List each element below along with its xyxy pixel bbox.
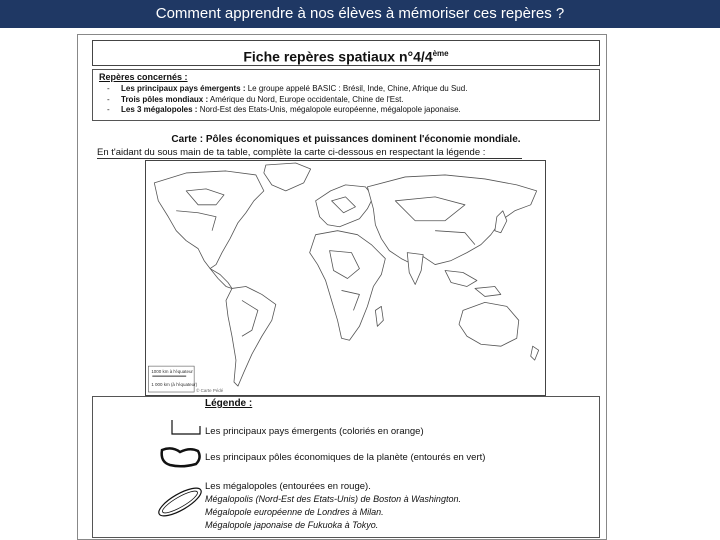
australia-shape xyxy=(459,302,519,346)
repere-item: - Les principaux pays émergents : Le groupe appelé BASIC : Brésil, Inde, Chine, Afrique du Sud. xyxy=(99,84,593,95)
madagascar-shape xyxy=(375,306,383,326)
reperes-heading: Repères concernés : xyxy=(99,72,188,82)
south-america-shape xyxy=(226,286,276,386)
legend-emergents: Les principaux pays émergents (coloriés en orange) xyxy=(205,426,424,437)
green-outline-icon xyxy=(156,444,204,470)
world-map xyxy=(145,160,546,396)
europe-shape xyxy=(316,185,374,227)
worksheet-title-sup: ème xyxy=(432,49,449,58)
north-america-shape xyxy=(154,171,264,269)
slide-title: Comment apprendre à nos élèves à mémoriser ces repères ? xyxy=(0,0,720,28)
legend-title: Légende : xyxy=(205,398,253,409)
country-symbol-icon xyxy=(170,418,206,438)
legend-poles: Les principaux pôles économiques de la planète (entourés en vert) xyxy=(205,452,486,463)
southeast-asia-shape xyxy=(445,271,477,287)
map-scale-box xyxy=(148,366,197,392)
new-zealand-shape xyxy=(531,346,539,360)
africa-shape xyxy=(310,231,386,341)
red-outline-icon xyxy=(156,482,204,522)
repere-item: - Les 3 mégalopoles : Nord-Est des Etats-Unis, mégalopole européenne, mégalopole japonaise. xyxy=(99,105,593,116)
legend-megalopole-item: Mégalopole européenne de Londres à Milan. xyxy=(205,507,384,517)
india-shape xyxy=(407,253,423,285)
map-scale-label: 1000 km à l'équateur xyxy=(151,369,193,375)
map-credit: © Carte Pédé xyxy=(196,388,224,394)
asia-shape xyxy=(367,175,536,265)
worksheet-title-text: Fiche repères spatiaux n°4/4 xyxy=(243,48,433,65)
reperes-box xyxy=(92,69,600,121)
map-title: Carte : Pôles économiques et puissances dominent l'économie mondiale. xyxy=(171,134,521,145)
worksheet-title xyxy=(92,40,600,66)
legend-megalopole-item: Mégalopole japonaise de Fukuoka à Tokyo. xyxy=(205,520,379,530)
greenland-shape xyxy=(264,163,311,191)
legend-megalopoles: Les mégalopoles (entourées en rouge). xyxy=(205,481,371,492)
central-america-shape xyxy=(210,269,232,289)
map-scale-label-2: 1 000 km (à l'équateur) xyxy=(151,382,198,388)
instruction-text: En t'aidant du sous main de ta table, complète la carte ci-dessous en respectant la légende : xyxy=(97,147,486,158)
instruction-underline xyxy=(97,158,522,159)
legend-megalopole-item: Mégalopolis (Nord-Est des Etats-Unis) de Boston à Washington. xyxy=(205,494,461,504)
world-map-outline xyxy=(146,161,545,395)
repere-item: - Trois pôles mondiaux : Amérique du Nord, Europe occidentale, Chine de l'Est. xyxy=(99,95,593,106)
